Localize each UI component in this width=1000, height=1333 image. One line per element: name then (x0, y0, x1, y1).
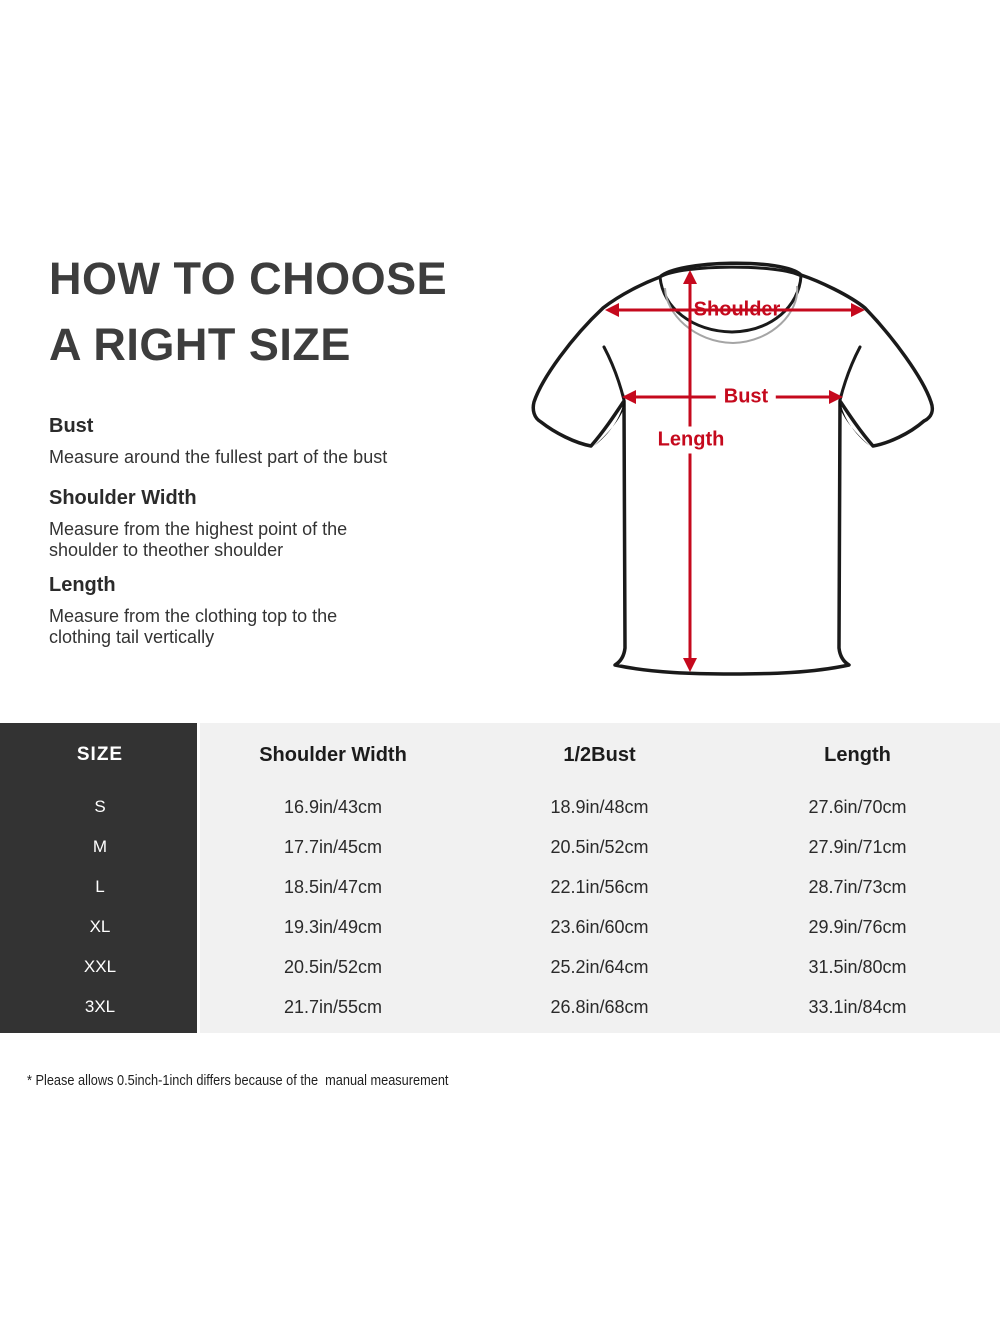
row-l-length-value: 28.7in/73cm (808, 876, 907, 897)
row-s-shoulder-value: 16.9in/43cm (283, 796, 383, 817)
section-shoulder-width (49, 486, 499, 560)
length-measure-label: Length (653, 427, 730, 454)
column-header-size: SIZE (76, 744, 124, 765)
size-chart-grid (0, 723, 1000, 1033)
row-3xl-length-value: 33.1in/84cm (808, 996, 907, 1017)
section-bust-text: Measure around the fullest part of the bust (49, 447, 388, 467)
measurement-disclaimer: * Please allows 0.5inch-1inch differs because of the manual measurement (27, 1072, 449, 1089)
row-s-length-value: 27.6in/70cm (808, 796, 907, 817)
page-title (49, 246, 447, 378)
row-xxl-length-value: 31.5in/80cm (808, 956, 907, 977)
column-header-length: Length (824, 743, 891, 766)
row-m-half-bust-value: 20.5in/52cm (550, 836, 649, 857)
row-s-half-bust-value: 18.9in/48cm (550, 796, 649, 817)
tshirt-measurement-diagram (520, 250, 960, 690)
section-shoulder-width-text-line-2: shoulder to theother shoulder (49, 539, 284, 560)
row-xxl-shoulder-value: 20.5in/52cm (283, 956, 383, 977)
section-length (49, 573, 499, 647)
row-xl-shoulder-value: 19.3in/49cm (283, 916, 383, 937)
section-length-text-line-2: clothing tail vertically (49, 626, 215, 647)
section-shoulder-width-heading: Shoulder Width (49, 487, 197, 509)
row-l-shoulder-value: 18.5in/47cm (283, 876, 383, 897)
row-xl-size-label: XL (89, 917, 111, 936)
row-3xl-half-bust-value: 26.8in/68cm (550, 996, 649, 1017)
row-xl-length-value: 29.9in/76cm (808, 916, 907, 937)
section-bust-heading: Bust (49, 415, 94, 437)
row-3xl-size-label: 3XL (84, 997, 116, 1016)
section-length-text-line-1: Measure from the clothing top to the (49, 606, 338, 626)
row-3xl-shoulder-value: 21.7in/55cm (283, 996, 383, 1017)
row-l-half-bust-value: 22.1in/56cm (550, 876, 649, 897)
row-xl-half-bust-value: 23.6in/60cm (550, 916, 649, 937)
column-header-shoulder-width: Shoulder Width (259, 743, 407, 766)
shoulder-measure-label: Shoulder (693, 298, 781, 321)
page-title-line-1: HOW TO CHOOSE (49, 253, 448, 304)
row-l-size-label: L (95, 877, 105, 896)
page-title-line-2: A RIGHT SIZE (49, 319, 351, 370)
section-length-heading: Length (49, 574, 116, 596)
row-s-size-label: S (94, 797, 106, 816)
section-shoulder-width-text-line-1: Measure from the highest point of the (49, 519, 348, 539)
row-xxl-size-label: XXL (83, 957, 117, 976)
row-m-shoulder-value: 17.7in/45cm (283, 836, 383, 857)
bust-measure-label: Bust (716, 385, 776, 410)
row-xxl-half-bust-value: 25.2in/64cm (550, 956, 649, 977)
column-header-half-bust: 1/2Bust (563, 743, 636, 766)
section-bust (49, 414, 499, 468)
size-chart-table (0, 723, 1000, 1033)
row-m-length-value: 27.9in/71cm (808, 836, 907, 857)
row-m-size-label: M (92, 837, 108, 856)
